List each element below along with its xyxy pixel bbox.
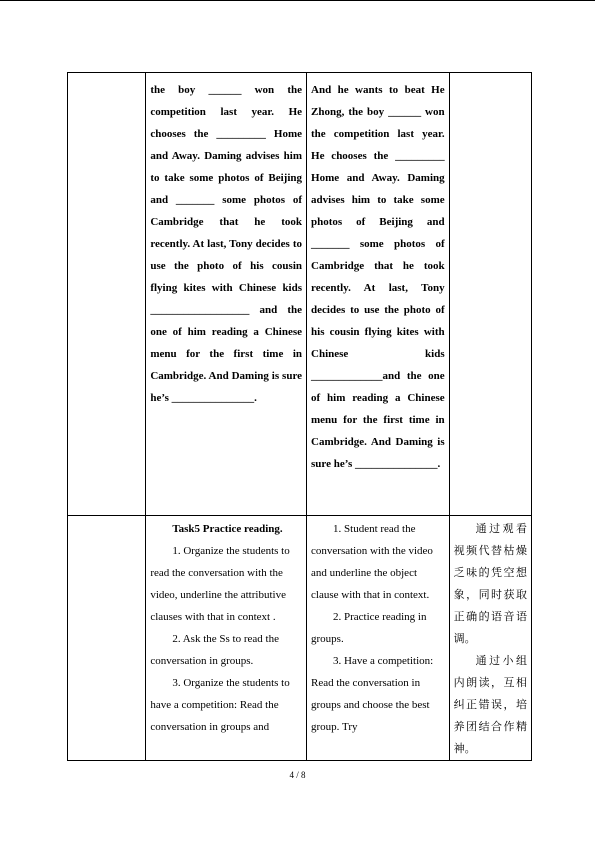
intent-text: 通过小组内朗读，互相纠正错误，培养团结合作精神。 [453,654,527,755]
teacher-activity-cell [146,73,307,516]
intent-cell-empty [449,73,531,516]
teacher-summary-text: the boy ______ won the competition last year. He chooses the _________ Home and Away. Daming advises him to take some photos of Beijing and _______ some photos of Cambridge that he took recently. At last, Tony decides to use the photo of his cousin flying kites with Chinese kids __________________ and the one of him reading a Chinese menu for the first time in Cambridge. And Daming is sure he’s _______________. [150,84,303,404]
page-top-rule [0,0,595,1]
teacher-step: 2. Ask the Ss to read the conversation in groups. [150,633,279,667]
student-step: 2. Practice reading in groups. [311,611,427,645]
task-title: Task5 Practice reading. [172,523,283,535]
student-step: 1. Student read the conversation with the video and underline the object clause with that in context. [311,523,433,601]
teacher-activity-cell [146,516,307,761]
student-summary-text: And he wants to beat He Zhong, the boy ______ won the competition last year. He chooses the _________ Home and Away. Daming advises him to take some photos of Beijing and _______ some photos of Cambridge that he took recently. At last, Tony decides to use the photo of his cousin flying kites with Chinese kids _____________and the one of him reading a Chinese menu for the first time in Cambridge. And Daming is sure he’s _______________. [311,84,445,470]
teacher-step: 3. Organize the students to have a competition: Read the conversation in groups and [150,677,290,733]
intent-text: 通过观看视频代替枯燥乏味的凭空想象，同时获取正确的语音语调。 [453,522,527,645]
student-step: 3. Have a competition: Read the conversation in groups and choose the best group. Try [311,655,434,733]
teacher-step: 1. Organize the students to read the conversation with the video, underline the attributive clauses with that in context . [150,545,290,623]
stage-cell-empty [68,73,146,516]
table-row [68,516,532,761]
student-activity-cell [307,73,450,516]
student-activity-cell [307,516,450,761]
intent-cell [449,516,531,761]
page-number: 4 / 8 [289,770,306,780]
lesson-plan-table [67,72,532,761]
stage-cell-empty [68,516,146,761]
table-row [68,73,532,516]
